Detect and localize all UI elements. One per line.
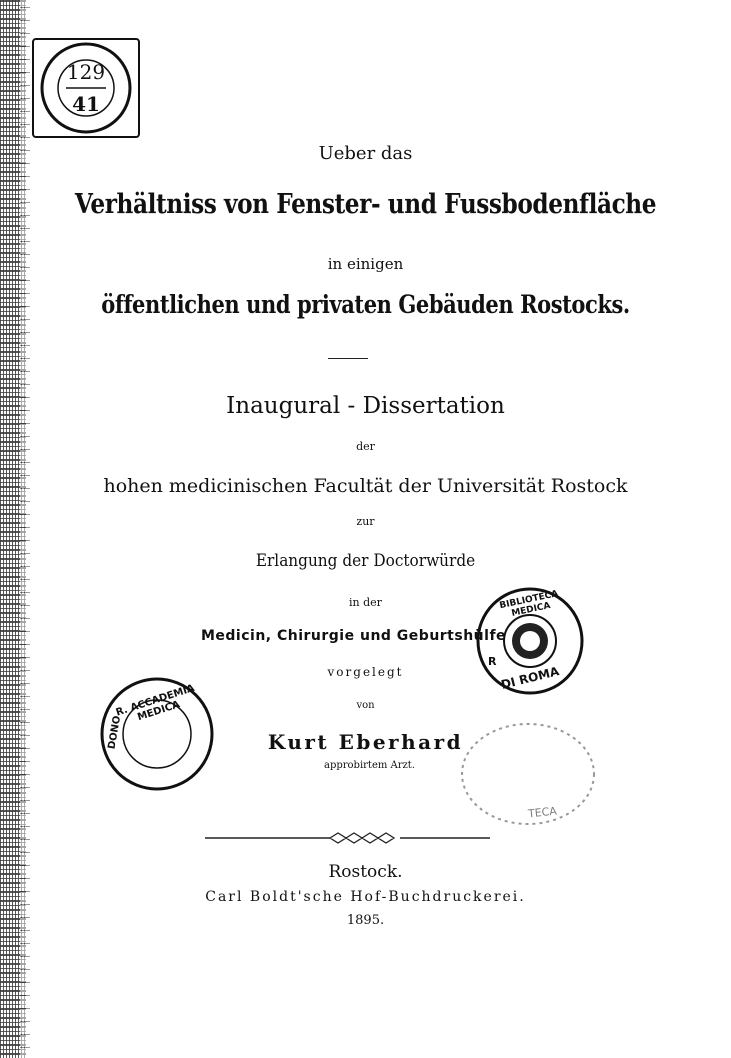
- stamp-number-top: 129: [66, 60, 106, 84]
- library-stamp-top-left: [32, 38, 140, 138]
- dissertation-heading: Inaugural - Dissertation: [226, 393, 505, 419]
- purpose-line: Erlangung der Doctorwürde: [255, 551, 476, 571]
- faint-stamp-text: TECA: [527, 804, 558, 821]
- title-line-3: in einigen: [327, 255, 404, 273]
- faculty-line: hohen medicinischen Facultät der Universität Rostock: [103, 475, 628, 497]
- library-stamp-ring: [34, 40, 138, 136]
- ornamental-divider: [0, 828, 731, 848]
- stamp-bottom-text-right: DI ROMA: [499, 664, 561, 692]
- stamp-number-bottom: 41: [72, 92, 100, 116]
- imprint-printer: Carl Boldt'sche Hof-Buchdruckerei.: [205, 889, 526, 905]
- title-subtitle: öffentlichen und privaten Gebäuden Rostocks.: [101, 290, 630, 319]
- imprint-year: 1895.: [346, 913, 385, 928]
- author-name: Kurt Eberhard: [267, 730, 464, 754]
- author-note: approbirtem Arzt.: [323, 760, 415, 771]
- stamp-side-text-left: DONO: [106, 714, 124, 751]
- fields-line: Medicin, Chirurgie und Geburtshülfe: [200, 628, 507, 644]
- text-der: der: [356, 440, 375, 453]
- imprint-city: Rostock.: [328, 862, 403, 882]
- text-von: von: [356, 700, 375, 711]
- text-zur: zur: [356, 515, 375, 528]
- stamp-ring-text-right: BIBLIOTECA MEDICA: [498, 589, 560, 619]
- short-divider: [328, 358, 368, 359]
- stamp-letter-right: R: [488, 655, 497, 668]
- text-in-der: in der: [349, 596, 382, 609]
- title-line-1: Ueber das: [318, 143, 413, 164]
- library-stamp-right: [474, 585, 586, 697]
- title-main: Verhältniss von Fenster- und Fussbodenfläche: [74, 189, 657, 220]
- faint-stamp-right: [458, 720, 598, 828]
- text-vorgelegt: vorgelegt: [327, 665, 404, 679]
- stamp-ring-text-left: R. ACCADEMIA MEDICA: [114, 682, 196, 724]
- academy-stamp-left: [98, 675, 216, 793]
